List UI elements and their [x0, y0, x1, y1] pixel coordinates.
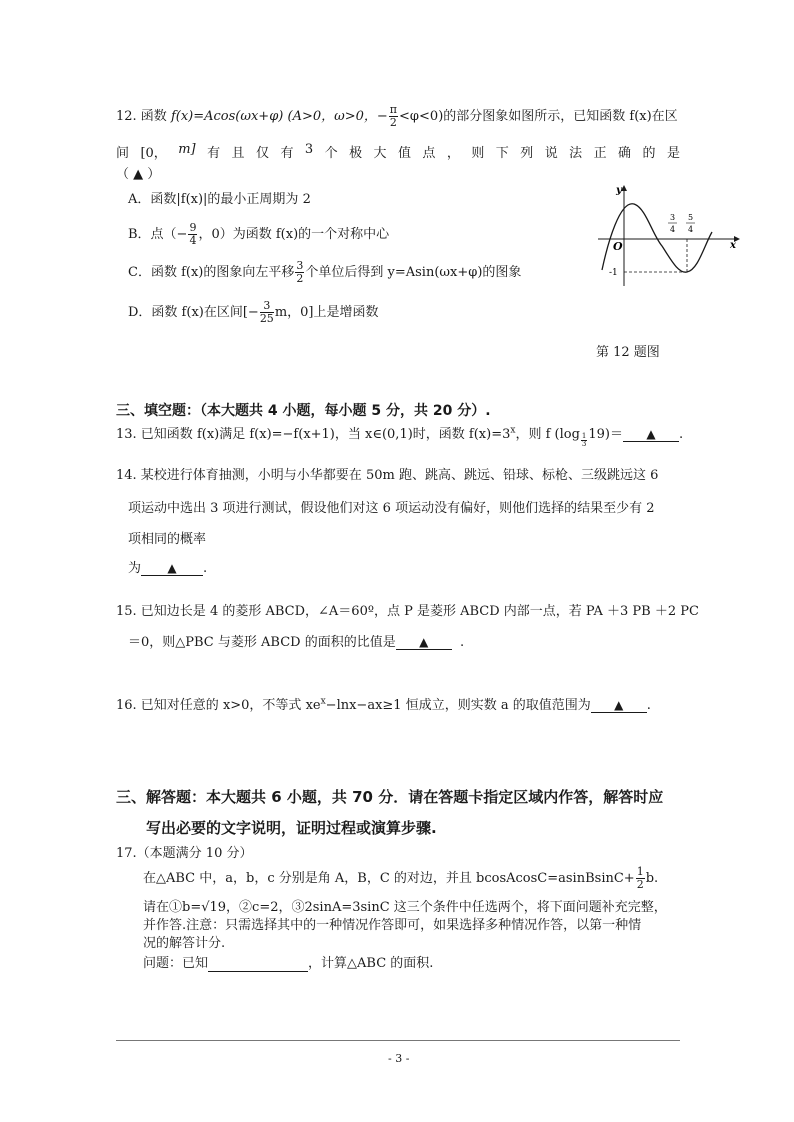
y-label: y	[616, 185, 622, 196]
q12-line2-word: 说	[544, 146, 558, 161]
q12-line2-word: 且	[231, 146, 245, 161]
section-solve-title-line1: 三、解答题：本大题共 6 小题，共 70 分．请在答题卡指定区域内作答，解答时应	[116, 788, 664, 806]
q17-line4: 况的解答计分.	[143, 936, 226, 951]
origin-label: O	[613, 240, 623, 253]
figure-caption: 第 12 题图	[596, 345, 660, 360]
q12-line2-word: 点	[422, 146, 436, 161]
q12-line2-word: 仅	[255, 146, 269, 161]
q17-header: 17.（本题满分 10 分）	[116, 846, 253, 861]
q12-option-c: C．函数 f(x)的图象向左平移 $\frac{3}{2}$ 个单位后得到 y=Asin(ωx+φ)的图象	[128, 259, 522, 285]
q12-line1: 12. 函数 f(x)=Acos(ωx+φ) (A>0，ω>0，− $\frac{\pi}{2}$ <φ<0)的部分图象如图所示，已知函数 f(x)在区	[116, 103, 678, 129]
q12-line2-word: 的	[642, 146, 656, 161]
q12-line2-word: 3	[304, 142, 314, 157]
answer-blank[interactable]: ▲	[623, 427, 679, 442]
section-fill-title: 三、填空题：（本大题共 4 小题，每小题 5 分，共 20 分）.	[116, 403, 491, 419]
svg-text:4: 4	[688, 225, 694, 234]
q15-line1: 15. 已知边长是 4 的菱形 ABCD，∠A＝60º，点 P 是菱形 ABCD 内部一点，若 PA ＋3 PB ＋2 PC	[116, 604, 699, 619]
q12-line2-word: 有	[207, 146, 221, 161]
q17-line2: 请在①b=√19，②c=2，③2sinA=3sinC 这三个条件中任选两个，将下面问题补充完整，	[143, 900, 667, 915]
q12-option-d: D．函数 f(x)在区间[− $\frac{3}{25}$ m，0]上是增函数	[128, 299, 379, 325]
footer-rule	[116, 1040, 680, 1041]
q12-line2-word: 大	[373, 146, 387, 161]
q17-line5: 问题：已知 ，计算△ABC 的面积.	[143, 956, 434, 971]
q16: 16. 已知对任意的 x>0，不等式 $xe^x-\ln x-ax\ge 1$ 恒成立，则实数 a 的取值范围为 ▲ .	[116, 696, 651, 713]
q17-line1: 在△ABC 中，a，b，c 分别是角 A，B，C 的对边，并且 bcosAcosC=asinBsinC+ $\frac{1}{2}$ b.	[143, 865, 659, 891]
svg-text:4: 4	[670, 225, 676, 234]
q12-line2-word: 确	[618, 146, 632, 161]
fraction: $\frac{\pi}{2}$	[389, 103, 398, 129]
q14-line3: 项相同的概率	[128, 532, 207, 547]
q12-line2-word: 有	[280, 146, 294, 161]
q12-line2-word: 则	[471, 146, 485, 161]
q12-line2-word: 间	[116, 146, 130, 161]
q12-line2	[116, 142, 680, 161]
q17-line3: 并作答.注意：只需选择其中的一种情况作答即可，如果选择多种情况作答，以第一种情	[143, 918, 642, 933]
y-axis-arrow	[621, 185, 627, 191]
svg-text:5: 5	[688, 213, 694, 222]
q12-option-b: B．点（− $\frac{9}{4}$ ，0）为函数 f(x)的一个对称中心	[128, 221, 390, 247]
answer-blank[interactable]: ▲	[141, 561, 203, 576]
page-number: - 3 -	[388, 1052, 410, 1065]
q12-line2-word: 个	[324, 146, 338, 161]
answer-blank[interactable]: ▲	[591, 698, 647, 713]
q14-line1: 14. 某校进行体育抽测，小明与小华都要在 50m 跑、跳高、跳远、铅球、标枪、三级跳远这 6	[116, 468, 659, 483]
q12-option-a: A．函数|f(x)|的最小正周期为 2	[128, 192, 311, 207]
q12-line2-word: 下	[495, 146, 509, 161]
q12-line2-word: ，	[446, 146, 460, 161]
minus-one-label: -1	[609, 268, 618, 278]
q14-line2: 项运动中选出 3 项进行测试，假设他们对这 6 项运动没有偏好，则他们选择的结果至少有 2	[128, 501, 655, 516]
q12-line2-word: 法	[569, 146, 583, 161]
condition-blank[interactable]	[208, 956, 308, 972]
q12-line2-word: 列	[520, 146, 534, 161]
q12-line2-word: m]	[178, 142, 196, 157]
q12-line2-word: 极	[349, 146, 363, 161]
q12-line3: （ ▲ ）	[116, 167, 161, 182]
q15-line2: ＝0，则△PBC 与菱形 ABCD 的面积的比值是 ▲ .	[128, 635, 465, 650]
q12-line2-word: 正	[593, 146, 607, 161]
q12-line2-word: 是	[666, 146, 680, 161]
q14-line4: 为 ▲ .	[128, 561, 208, 576]
q13: 13. 已知函数 f(x)满足 f(x)=−f(x+1)，当 x∈(0,1)时，函数 $f(x)=3^x$，则 f (log $\frac{1}{3}$ 19)＝ ▲ .	[116, 425, 684, 448]
section-solve-title-line2: 写出必要的文字说明，证明过程或演算步骤.	[146, 819, 437, 837]
curve	[602, 204, 712, 272]
q12-line2-word: 值	[397, 146, 411, 161]
answer-blank[interactable]: ▲	[396, 635, 452, 650]
q12-line2-word: [0，	[140, 146, 167, 161]
x-label: x	[730, 240, 736, 251]
svg-text:3: 3	[670, 213, 676, 222]
cosine-graph	[594, 182, 744, 292]
